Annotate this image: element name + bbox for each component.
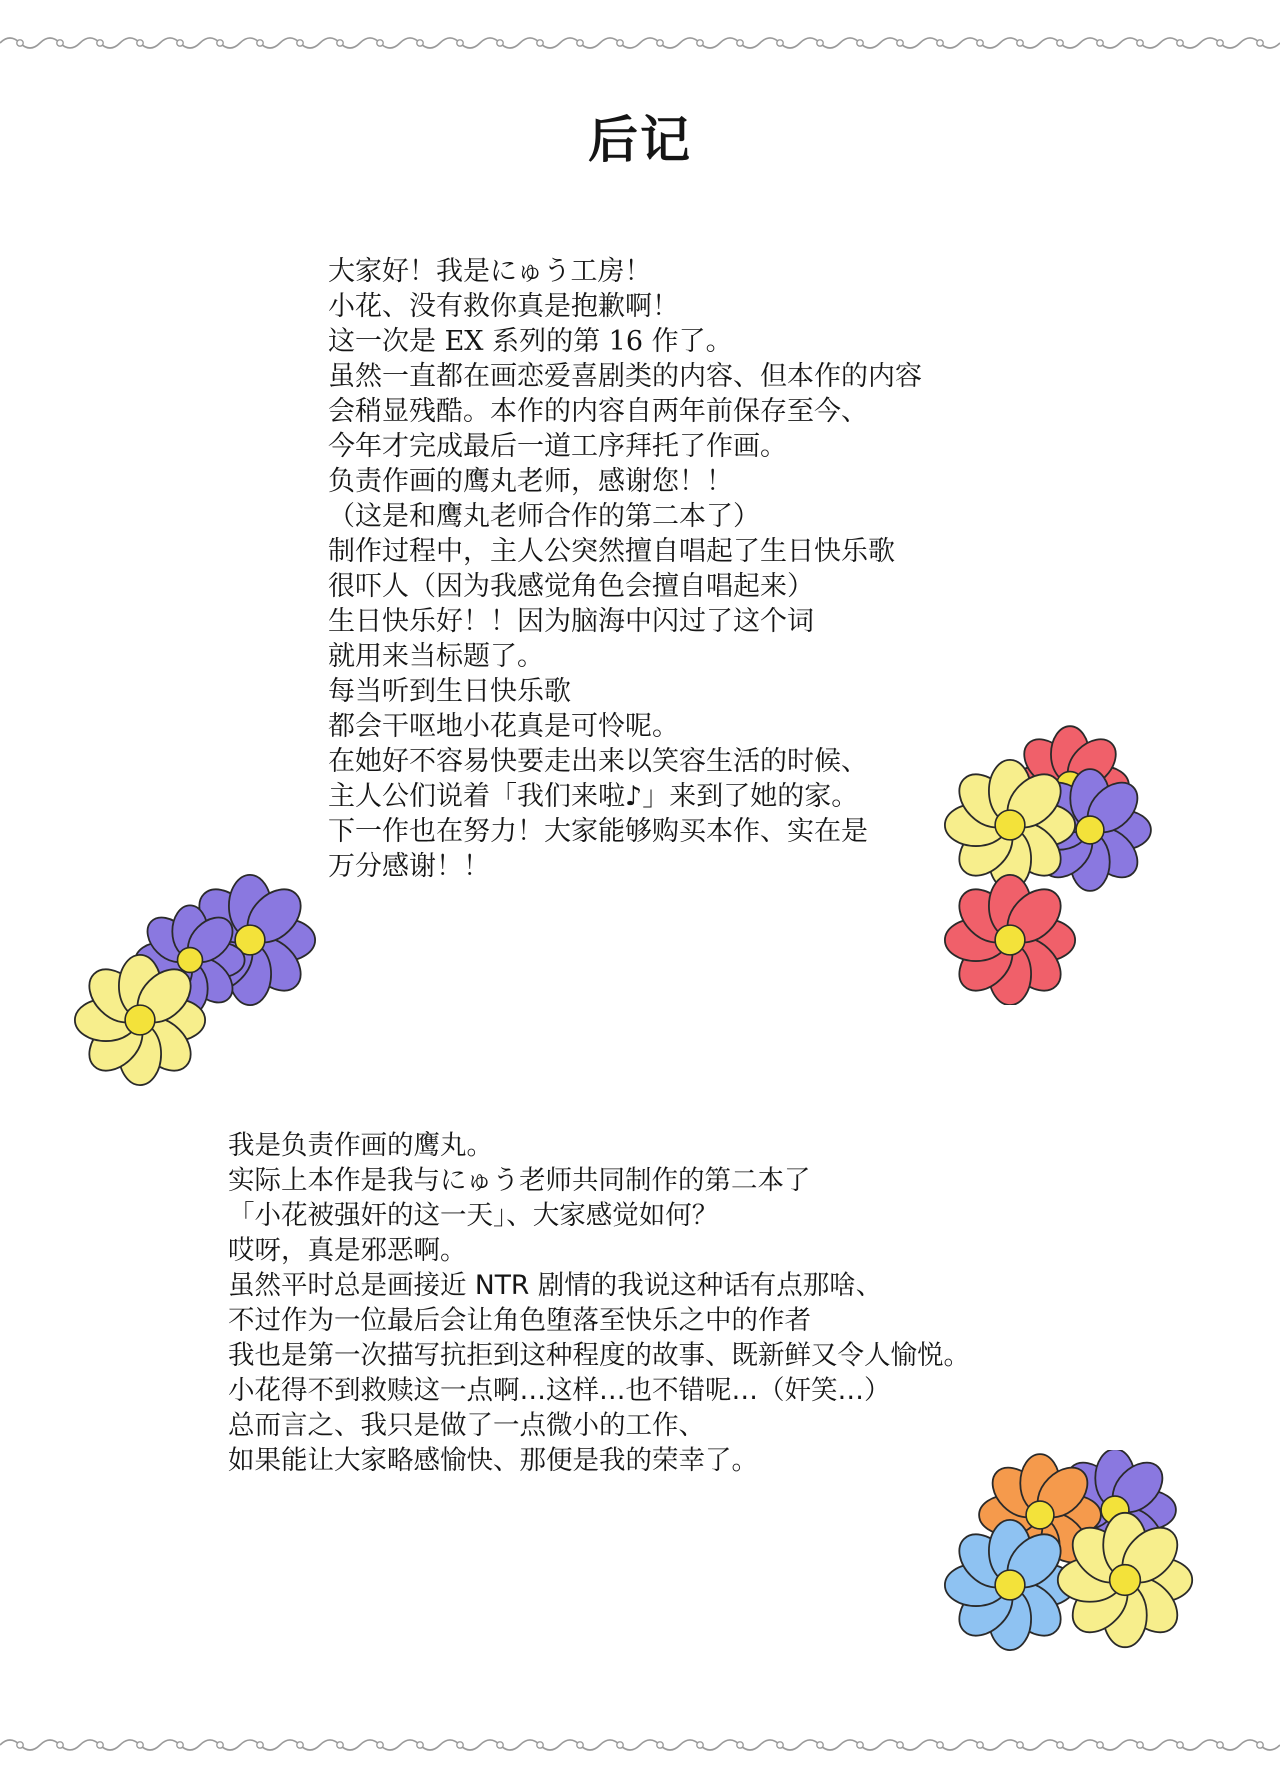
text-line: 虽然平时总是画接近 NTR 剧情的我说这种话有点那啥、 <box>228 1270 883 1301</box>
text-line: 虽然一直都在画恋爱喜剧类的内容、但本作的内容 <box>328 361 922 392</box>
decorative-bottom-border <box>0 1732 1280 1758</box>
flower <box>945 760 1075 890</box>
artist-note <box>228 1128 970 1478</box>
text-line: 制作过程中，主人公突然擅自唱起了生日快乐歌 <box>328 536 895 567</box>
page-title: 后记 <box>588 111 692 169</box>
text-line: 如果能让大家略感愉快、那便是我的荣幸了。 <box>228 1445 758 1476</box>
text-line: 大家好！我是にゅう工房！ <box>328 256 652 287</box>
paragraph <box>328 814 922 884</box>
text-line: 就用来当标题了。 <box>328 641 544 672</box>
text-line: 今年才完成最后一道工序拜托了作画。 <box>328 431 787 462</box>
flower <box>75 955 205 1085</box>
text-line: 会稍显残酷。本作的内容自两年前保存至今、 <box>328 396 868 427</box>
text-line: 在她好不容易快要走出来以笑容生活的时候、 <box>328 746 868 777</box>
text-line: 我也是第一次描写抗拒到这种程度的故事、既新鲜又令人愉悦。 <box>228 1340 970 1371</box>
text-line: 生日快乐好！！因为脑海中闪过了这个词 <box>328 606 814 637</box>
text-line: 实际上本作是我与にゅう老师共同制作的第二本了 <box>228 1165 811 1196</box>
text-line: 很吓人（因为我感觉角色会擅自唱起来） <box>328 571 814 602</box>
decorative-top-border <box>0 30 1280 56</box>
text-line: 主人公们说着「我们来啦♪」来到了她的家。 <box>328 781 859 812</box>
flower <box>1058 1513 1192 1647</box>
text-line: 万分感谢！！ <box>328 851 490 882</box>
text-line: 下一作也在努力！大家能够购买本作、实在是 <box>328 816 868 847</box>
text-line: 这一次是 EX 系列的第 16 作了。 <box>328 326 733 357</box>
text-line: 小花、没有救你真是抱歉啊！ <box>328 291 679 322</box>
paragraph <box>328 534 922 674</box>
paragraph <box>328 359 922 534</box>
paragraph <box>228 1128 970 1233</box>
text-line: 小花得不到救赎这一点啊…这样…也不错呢…（奸笑…） <box>228 1375 891 1406</box>
author-note <box>328 254 922 884</box>
text-line: （这是和鹰丸老师合作的第二本了） <box>328 501 760 532</box>
text-line: 每当听到生日快乐歌 <box>328 676 571 707</box>
text-line: 不过作为一位最后会让角色堕落至快乐之中的作者 <box>228 1305 811 1336</box>
text-line: 哎呀，真是邪恶啊。 <box>228 1235 467 1266</box>
flower-cluster-right-bottom <box>940 1450 1200 1670</box>
text-line: 「小花被强奸的这一天」、大家感觉如何？ <box>228 1200 719 1231</box>
text-line: 负责作画的鹰丸老师，感谢您！！ <box>328 466 733 497</box>
flower <box>945 1520 1075 1650</box>
text-line: 都会干呕地小花真是可怜呢。 <box>328 711 679 742</box>
flower-cluster-left <box>60 860 330 1090</box>
flower <box>945 875 1075 1005</box>
text-line: 我是负责作画的鹰丸。 <box>228 1130 493 1161</box>
paragraph <box>228 1373 970 1408</box>
text-line: 总而言之、我只是做了一点微小的工作、 <box>228 1410 705 1441</box>
paragraph <box>328 254 922 359</box>
paragraph <box>228 1408 970 1478</box>
paragraph <box>328 674 922 814</box>
paragraph <box>228 1233 970 1373</box>
flower-cluster-right-top <box>930 725 1160 1005</box>
